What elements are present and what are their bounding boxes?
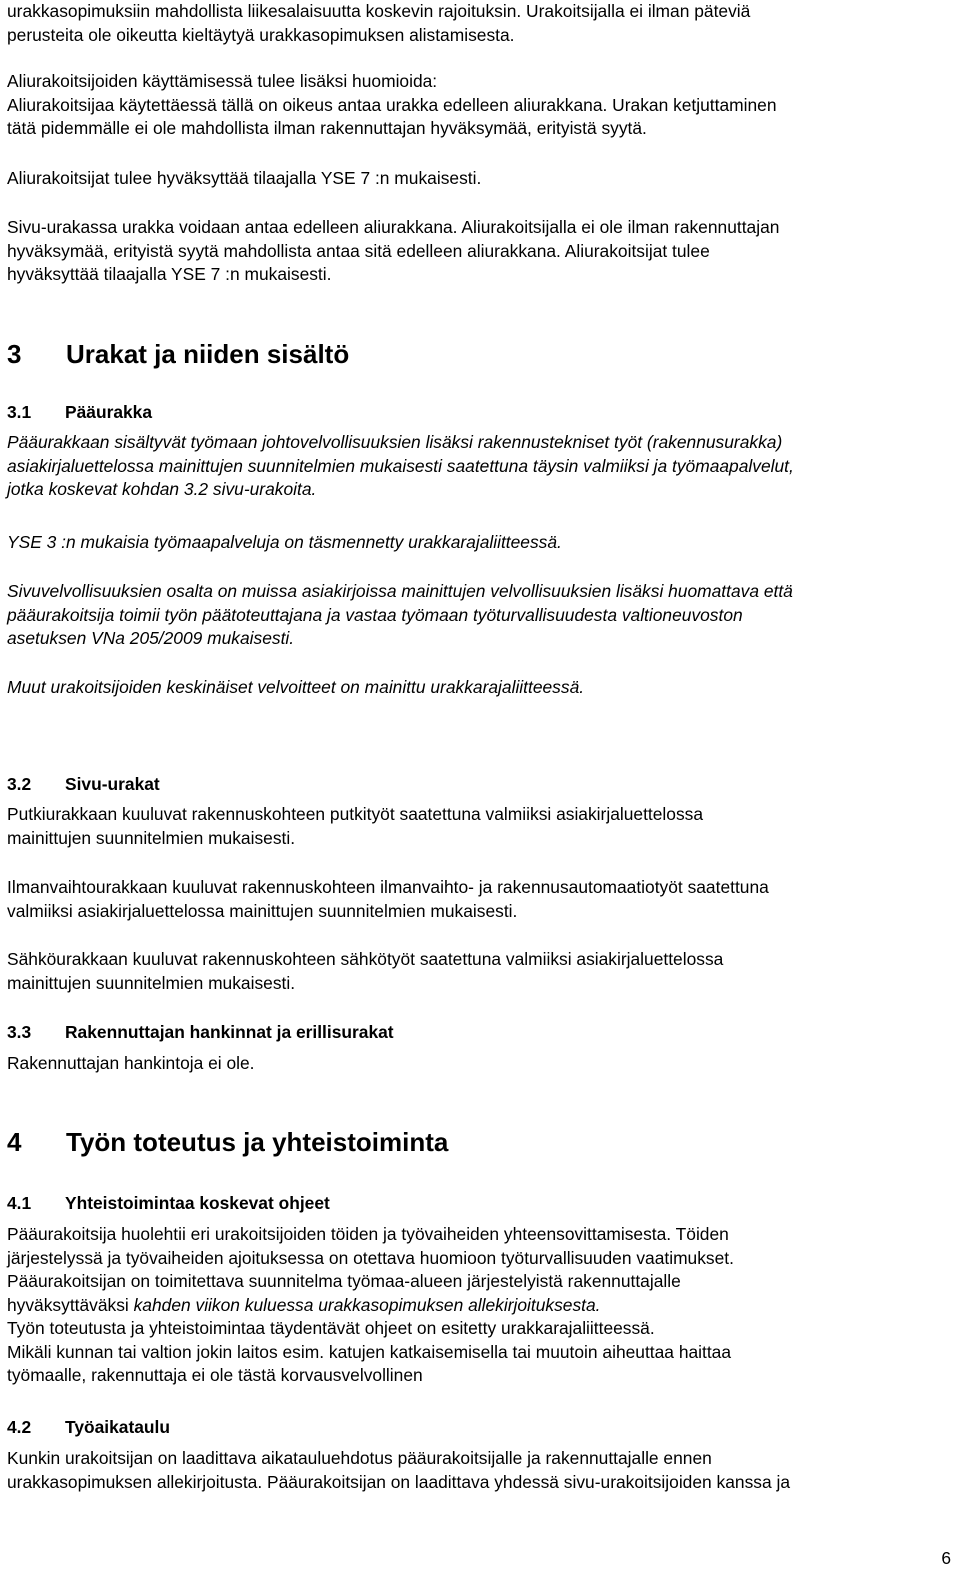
text-line: Aliurakoitsijat tulee hyväksyttää tilaajalla YSE 7 :n mukaisesti.	[7, 168, 482, 188]
section-3-1-paragraph-2	[7, 531, 562, 555]
section-number: 3.3	[7, 1022, 32, 1042]
text-line: Mikäli kunnan tai valtion jokin laitos esim. katujen katkaisemisella tai muutoin aiheuttaa haittaa	[7, 1341, 732, 1362]
intro-paragraph-1	[7, 0, 750, 47]
text-line: Kunkin urakoitsijan on laadittava aikatauluehdotus pääurakoitsijalle ja rakennuttajalle ennen	[7, 1448, 712, 1468]
section-number: 4	[7, 1127, 22, 1157]
text-line: Muut urakoitsijoiden keskinäiset velvoitteet on mainittu urakkarajaliitteessä.	[7, 677, 585, 697]
section-3-1-heading	[7, 402, 152, 423]
section-4-heading	[7, 1127, 448, 1158]
text-line: tätä pidemmälle ei ole mahdollista ilman rakennuttajan hyväksymää, erityistä syytä.	[7, 118, 647, 138]
text-line: Aliurakoitsijoiden käyttämisessä tulee lisäksi huomioida:	[7, 71, 438, 91]
text-line: asiakirjaluettelossa mainittujen suunnitelmien mukaisesti saatettuna täysin valmiiksi ja työmaapalvelut,	[7, 455, 794, 476]
section-number: 4.2	[7, 1417, 32, 1437]
text-line: asetuksen VNa 205/2009 mukaisesti.	[7, 628, 295, 648]
text-line: urakkasopimuksen allekirjoitusta. Pääurakoitsijan on laadittava yhdessä sivu-urakoitsijoiden kanssa ja	[7, 1471, 790, 1492]
text-line: pääurakoitsija toimii työn päätoteuttajana ja vastaa työmaan työturvallisuudesta valtioneuvoston	[7, 604, 743, 625]
section-4-1-heading	[7, 1193, 330, 1214]
section-4-1-paragraph	[7, 1223, 734, 1388]
section-3-heading	[7, 339, 349, 370]
text-line: mainittujen suunnitelmien mukaisesti.	[7, 827, 296, 848]
section-3-2-paragraph-2	[7, 876, 769, 923]
section-4-2-paragraph	[7, 1447, 790, 1494]
text-segment-italic: kahden viikon kuluessa urakkasopimuksen allekirjoituksesta.	[133, 1294, 601, 1315]
section-3-1-paragraph-4	[7, 676, 584, 700]
text-line: Aliurakoitsijaa käytettäessä tällä on oikeus antaa urakka edelleen aliurakkana. Urakan ketjuttaminen	[7, 94, 777, 115]
text-line: hyväksymää, erityistä syytä mahdollista antaa sitä edelleen aliurakkana. Aliurakoitsijat tulee	[7, 240, 710, 261]
section-title: Rakennuttajan hankinnat ja erillisurakat	[65, 1022, 394, 1042]
section-number: 3.1	[7, 402, 32, 422]
text-line: jotka koskevat kohdan 3.2 sivu-urakoita.	[7, 479, 317, 499]
text-line	[7, 1294, 734, 1318]
text-line: Pääurakkaan sisältyvät työmaan johtovelvollisuuksien lisäksi rakennustekniset työt (rakennusurakka)	[7, 432, 783, 452]
text-line: mainittujen suunnitelmien mukaisesti.	[7, 972, 296, 993]
text-line: Sivu-urakassa urakka voidaan antaa edelleen aliurakkana. Aliurakoitsijalla ei ole ilman rakennuttajan	[7, 217, 780, 237]
section-3-2-heading	[7, 774, 160, 795]
section-title: Pääurakka	[65, 402, 153, 422]
section-title: Työn toteutus ja yhteistoiminta	[66, 1127, 449, 1157]
text-line: työmaalle, rakennuttaja ei ole tästä korvausvelvollinen	[7, 1365, 423, 1385]
section-title: Sivu-urakat	[65, 774, 160, 794]
section-3-3-paragraph-1	[7, 1052, 255, 1076]
section-4-2-heading	[7, 1417, 170, 1438]
text-segment: hyväksyttäväksi	[7, 1294, 134, 1315]
intro-paragraph-2	[7, 70, 777, 141]
intro-paragraph-3	[7, 167, 481, 191]
section-number: 3	[7, 339, 22, 369]
section-3-2-paragraph-3	[7, 948, 723, 995]
intro-paragraph-4	[7, 216, 779, 287]
text-line: valmiiksi asiakirjaluettelossa mainittujen suunnitelmien mukaisesti.	[7, 900, 518, 921]
text-line: Rakennuttajan hankintoja ei ole.	[7, 1053, 255, 1073]
text-line: Pääurakoitsijan on toimitettava suunnitelma työmaa-alueen järjestelyistä rakennuttajalle	[7, 1271, 681, 1291]
text-line: perusteita ole oikeutta kieltäytyä urakkasopimuksen alistamisesta.	[7, 24, 515, 45]
text-line: järjestelyssä ja työvaiheiden ajoituksessa on otettava huomioon työturvallisuuden vaatimukset.	[7, 1247, 734, 1268]
section-3-3-heading	[7, 1022, 394, 1043]
text-line: Ilmanvaihtourakkaan kuuluvat rakennuskohteen ilmanvaihto- ja rakennusautomaatiotyöt saatettuna	[7, 877, 769, 897]
text-line: Työn toteutusta ja yhteistoimintaa täydentävät ohjeet on esitetty urakkarajaliitteessä.	[7, 1318, 655, 1338]
section-title: Työaikataulu	[65, 1417, 171, 1437]
text-line: urakkasopimuksiin mahdollista liikesalaisuutta koskevin rajoituksin. Urakoitsijalla ei ilman päteviä	[7, 1, 751, 21]
section-number: 4.1	[7, 1193, 32, 1213]
section-title: Urakat ja niiden sisältö	[66, 339, 350, 369]
section-title: Yhteistoimintaa koskevat ohjeet	[65, 1193, 330, 1213]
text-line: Sivuvelvollisuuksien osalta on muissa asiakirjoissa mainittujen velvollisuuksien lisäksi huomattava että	[7, 581, 793, 601]
text-line: Putkiurakkaan kuuluvat rakennuskohteen putkityöt saatettuna valmiiksi asiakirjaluettelossa	[7, 804, 704, 824]
text-line: YSE 3 :n mukaisia työmaapalveluja on täsmennetty urakkarajaliitteessä.	[7, 532, 562, 552]
page-number: 6	[941, 1548, 951, 1568]
section-number: 3.2	[7, 774, 32, 794]
section-3-1-paragraph-3	[7, 580, 793, 651]
text-line: hyväksyttää tilaajalla YSE 7 :n mukaisesti.	[7, 264, 332, 284]
section-3-2-paragraph-1	[7, 803, 703, 850]
section-3-1-paragraph-1	[7, 431, 794, 502]
text-line: Pääurakoitsija huolehtii eri urakoitsijoiden töiden ja työvaiheiden yhteensovittamisesta. Töiden	[7, 1224, 729, 1244]
text-line: Sähköurakkaan kuuluvat rakennuskohteen sähkötyöt saatettuna valmiiksi asiakirjaluettelossa	[7, 949, 724, 969]
